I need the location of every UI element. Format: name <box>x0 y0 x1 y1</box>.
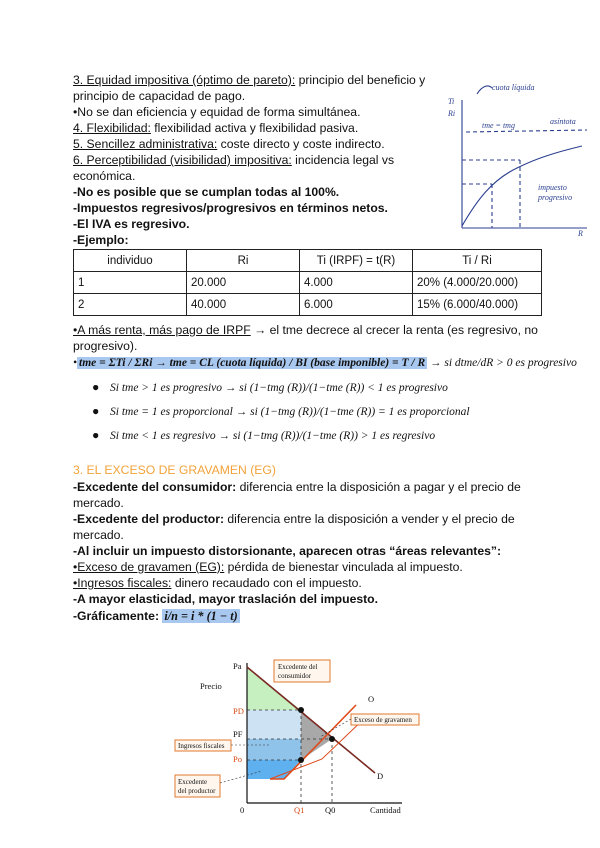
example-table <box>73 249 542 316</box>
label-pf: PF <box>233 729 243 739</box>
graficamente-label: -Gráficamente: <box>73 609 160 623</box>
label-po: Po <box>233 754 242 764</box>
line-iva: -El IVA es regresivo. <box>73 217 190 231</box>
bullet-progresivo: Si tme > 1 es progresivo → si (1−tmg (R))/(1−tme (R)) < 1 es progresivo <box>110 382 448 394</box>
handwritten-sketch <box>442 80 592 240</box>
line-ejemplo: -Ejemplo: <box>73 233 129 247</box>
line-eficiencia: •No se dan eficiencia y equidad de forma simultánea. <box>73 105 361 119</box>
sketch-label-ti: Ti <box>448 97 455 106</box>
label-o: O <box>368 694 375 704</box>
line-exc-productor <box>73 511 515 527</box>
sketch-label-tme: tme = tmg <box>482 121 515 130</box>
point-po <box>298 757 304 763</box>
line-elasticidad: -A mayor elasticidad, mayor traslación del impuesto. <box>73 592 379 606</box>
label-q0: Q0 <box>325 805 336 815</box>
line-mas-renta <box>73 322 538 338</box>
table-cell: 40.000 <box>187 294 300 316</box>
eg-label: •Exceso de gravamen (EG): <box>73 560 225 574</box>
sketch-asymptote <box>466 130 587 132</box>
table-header: individuo <box>74 250 187 272</box>
table-cell: 1 <box>74 272 187 294</box>
line-no-posible: -No es posible que se cumplan todas al 100%. <box>73 185 340 199</box>
label-d: D <box>377 771 384 781</box>
line-capacidad: principio de capacidad de pago. <box>73 89 246 103</box>
table-row <box>74 294 542 316</box>
exc-prod-label: -Excedente del productor: <box>73 512 225 526</box>
box-text: Exceso de gravamen <box>354 716 412 724</box>
formula-cond: → si dtme/dR > 0 es progresivo <box>430 357 577 369</box>
tax-welfare-chart <box>170 655 430 820</box>
line-ingresos-fiscales <box>73 575 362 591</box>
table-cell: 2 <box>74 294 187 316</box>
line-equidad <box>73 72 425 88</box>
sencillez-label: 5. Sencillez administrativa: <box>73 137 218 151</box>
label-precio: Precio <box>200 681 222 691</box>
table-cell: 4.000 <box>300 272 413 294</box>
if-label: •Ingresos fiscales: <box>73 576 172 590</box>
exc-prod-text: diferencia entre la disposición a vender y el precio de <box>224 512 515 526</box>
box-text: consumidor <box>278 672 312 680</box>
line-mercado-2: mercado. <box>73 528 124 542</box>
line-perceptibilidad <box>73 152 394 168</box>
line-exceso-gravamen <box>73 559 463 575</box>
table-cell: 20% (4.000/20.000) <box>413 272 542 294</box>
flex-label: 4. Flexibilidad: <box>73 121 151 135</box>
bullet-dot: ● <box>92 404 100 418</box>
eg-text: pérdida de bienestar vinculada al impuesto. <box>224 560 463 574</box>
box-text: del productor <box>178 787 216 795</box>
line-areas-relevantes: -Al incluir un impuesto distorsionante, aparecen otras “áreas relevantes”: <box>73 544 502 558</box>
box-text: Excedente <box>178 778 208 786</box>
percep-text: incidencia legal vs <box>291 153 395 167</box>
mas-renta-label: •A más renta, más pago de IRPF <box>73 323 251 337</box>
sketch-label-impuesto: impuesto <box>538 183 567 192</box>
label-cantidad: Cantidad <box>370 805 401 815</box>
equidad-label: 3. Equidad impositiva (óptimo de pareto): <box>73 73 296 87</box>
if-text: dinero recaudado con el impuesto. <box>171 576 362 590</box>
bullet-proporcional: Si tme = 1 es proporcional → si (1−tmg (R))/(1−tme (R)) = 1 es proporcional <box>110 406 470 418</box>
exc-cons-label: -Excedente del consumidor: <box>73 480 237 494</box>
percep-label: 6. Perceptibilidad (visibilidad) impositiva: <box>73 153 292 167</box>
line-mercado-1: mercado. <box>73 496 124 510</box>
point-equilibrium <box>329 736 335 742</box>
table-cell: 20.000 <box>187 272 300 294</box>
table-header: Ri <box>187 250 300 272</box>
table-header-row <box>74 250 542 272</box>
table-header: Ti / Ri <box>413 250 542 272</box>
sketch-label-asintota: asíntota <box>550 117 576 126</box>
line-flexibilidad <box>73 120 358 136</box>
label-pa: Pa <box>233 661 242 671</box>
line-sencillez <box>73 136 385 152</box>
table-header: Ti (IRPF) = t(R) <box>300 250 413 272</box>
box-text: Ingresos fiscales <box>178 742 225 750</box>
label-pd: PD <box>233 706 244 716</box>
table-row <box>74 272 542 294</box>
line-economica: económica. <box>73 169 136 183</box>
sketch-label-cuota: cuota líquida <box>492 83 535 92</box>
sketch-label-progresivo: progresivo <box>538 193 573 202</box>
bullet-regresivo: Si tme < 1 es regresivo → si (1−tmg (R))/(1−tme (R)) > 1 es regresivo <box>110 430 436 442</box>
formula-tme-line: • tme = ΣTi / ΣRi → tme = CL (cuota líquida) / BI (base imponible) = T / R → si dtme/dR > 0 es progresivo <box>73 357 577 369</box>
line-progresivo: progresivo). <box>73 339 138 353</box>
bullet-dot: ● <box>92 428 100 442</box>
sketch-label-r: R <box>578 229 583 238</box>
table-cell: 6.000 <box>300 294 413 316</box>
point-pd <box>298 707 304 713</box>
graficamente-formula: i/n = i * (1 − t) <box>164 609 238 623</box>
label-zero: 0 <box>240 805 245 815</box>
table-cell: 15% (6.000/40.000) <box>413 294 542 316</box>
sketch-label-ri: Ri <box>448 109 456 118</box>
bullet-dot: ● <box>92 380 100 394</box>
area-ingresos-fiscales <box>247 739 301 760</box>
line-impuestos: -Impuestos regresivos/progresivos en términos netos. <box>73 201 388 215</box>
box-text: Excedente del <box>278 663 318 671</box>
flex-text: flexibilidad activa y flexibilidad pasiva. <box>150 121 359 135</box>
mas-renta-text: → el tme decrece al crecer la renta (es regresivo, no <box>250 323 538 337</box>
line-exc-consumidor <box>73 479 521 495</box>
exc-cons-text: diferencia entre la disposición a pagar y el precio de <box>236 480 521 494</box>
sketch-arrow <box>477 86 492 94</box>
label-q1: Q1 <box>294 805 305 815</box>
formula-tme: tme = ΣTi / ΣRi → tme = CL (cuota líquida) / BI (base imponible) = T / R <box>79 357 426 369</box>
area-ingresos-top <box>247 710 301 739</box>
section-title: 3. EL EXCESO DE GRAVAMEN (EG) <box>73 463 276 477</box>
equidad-text: principio del beneficio y <box>295 73 426 87</box>
sencillez-text: coste directo y coste indirecto. <box>217 137 385 151</box>
line-graficamente <box>73 608 240 624</box>
